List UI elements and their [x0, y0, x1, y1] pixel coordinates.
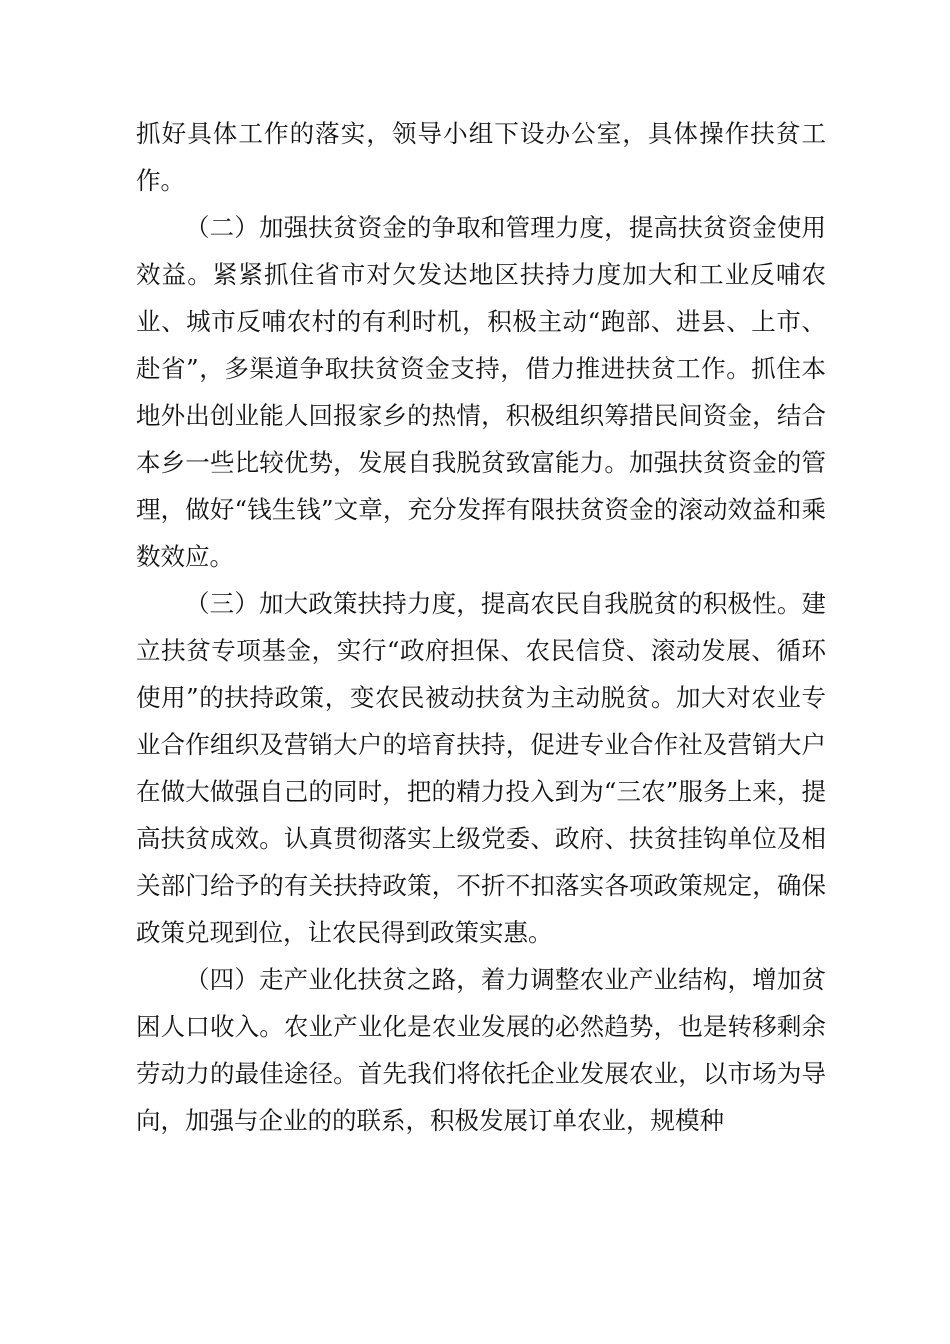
paragraph-section-2: （二）加强扶贫资金的争取和管理力度，提高扶贫资金使用效益。紧紧抓住省市对欠发达地区扶持力度加大和工业反哺农业、城市反哺农村的有利时机，积极主动“跑部、进县、上市、赴省”，多渠道争取扶贫资金支持，借力推进扶贫工作。抓住本地外出创业能人回报家乡的热情，积极组织筹措民间资金，结合本乡一些比较优势，发展自我脱贫致富能力。加强扶贫资金的管理，做好“钱生钱”文章，充分发挥有限扶贫资金的滚动效益和乘数效应。 [136, 213, 826, 571]
paragraph-continuation: 抓好具体工作的落实，领导小组下设办公室，具体操作扶贫工作。 [136, 119, 826, 195]
paragraph-section-4: （四）走产业化扶贫之路，着力调整农业产业结构，增加贫困人口收入。农业产业化是农业发展的必然趋势，也是转移剩余劳动力的最佳途径。首先我们将依托企业发展农业，以市场为导向，加强与企业的的联系，积极发展订单农业，规模种 [136, 965, 826, 1135]
document-body [136, 110, 826, 1144]
paragraph-section-3: （三）加大政策扶持力度，提高农民自我脱贫的积极性。建立扶贫专项基金，实行“政府担保、农民信贷、滚动发展、循环使用”的扶持政策，变农民被动扶贫为主动脱贫。加大对农业专业合作组织及营销大户的培育扶持，促进专业合作社及营销大户在做大做强自己的同时，把的精力投入到为“三农”服务上来，提高扶贫成效。认真贯彻落实上级党委、政府、扶贫挂钩单位及相关部门给予的有关扶持政策，不折不扣落实各项政策规定，确保政策兑现到位，让农民得到政策实惠。 [136, 589, 826, 947]
